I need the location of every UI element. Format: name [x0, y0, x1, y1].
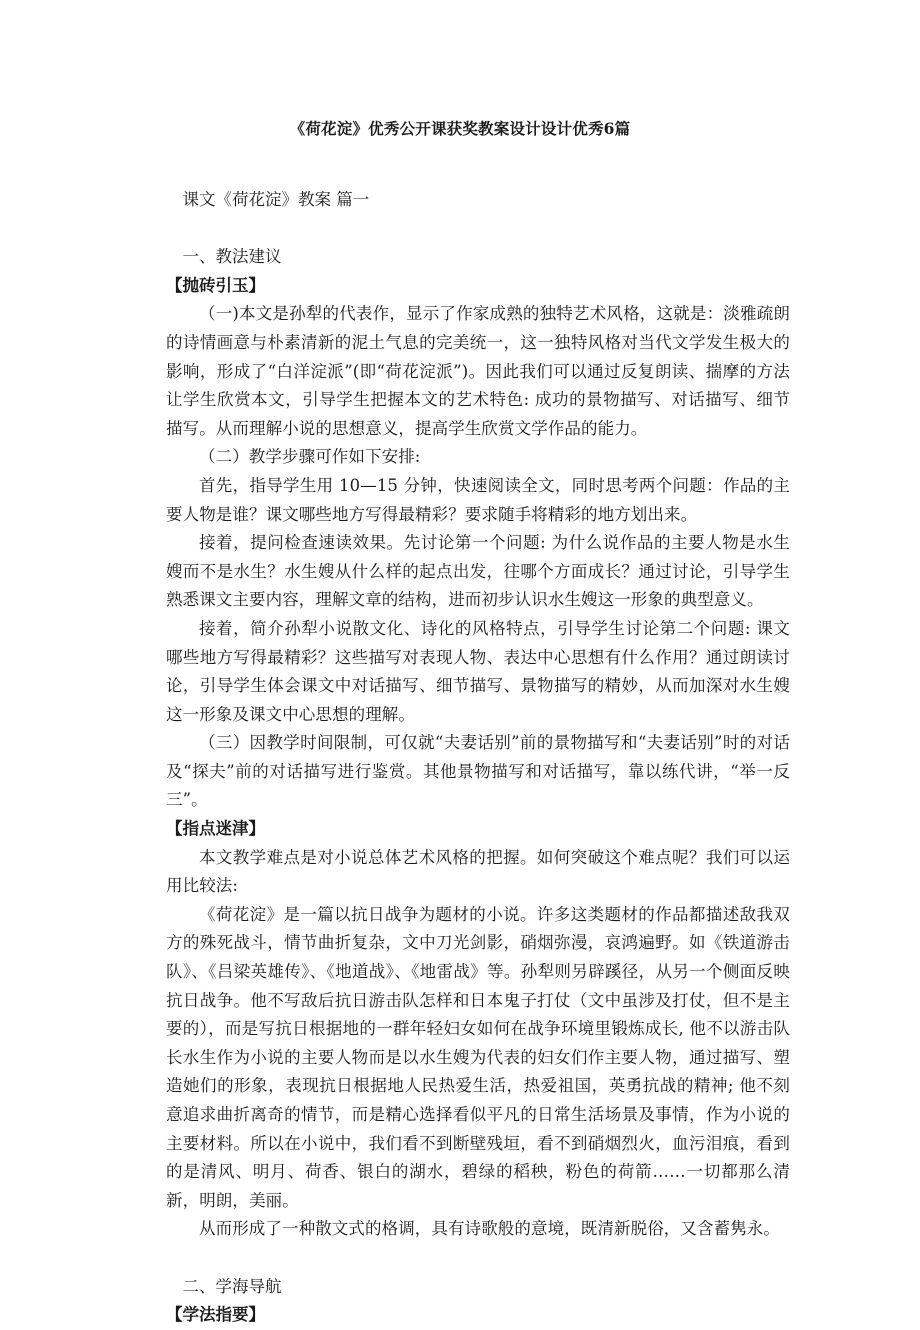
- spacer: [166, 215, 790, 244]
- spacer: [166, 1244, 790, 1273]
- bracket-heading-three: 【学法指要】: [166, 1305, 265, 1325]
- part-two-heading: 二、学海导航: [182, 1276, 282, 1296]
- paragraph-6: （三）因教学时间限制，可仅就“夫妻话别”前的景物描写和“夫妻话别”时的对话及“探夫”前的对话描写进行鉴赏。其他景物描写和对话描写，靠以练代讲，“举一反三”。: [166, 733, 790, 810]
- paragraph-9: 从而形成了一种散文式的格调，具有诗歌般的意境，既清新脱俗，又含蓄隽永。: [199, 1219, 780, 1239]
- section-heading: 课文《荷花淀》教案 篇一: [182, 190, 370, 209]
- bracket-heading-one: 【抛砖引玉】: [166, 275, 265, 295]
- paragraph-4: 接着，提问检查速读效果。先讨论第一个问题: 为什么说作品的主要人物是水生嫂而不是水生？水生嫂从什么样的起点出发，往哪个方面成长？通过讨论，引导学生熟悉课文主要内容，理解文章的结构，进而初步认识水生嫂这一形象的典型意义。: [166, 533, 790, 610]
- paragraph-7: 本文教学难点是对小说总体艺术风格的把握。如何突破这个难点呢？我们可以运用比较法:: [166, 847, 790, 896]
- page-title: 《荷花淀》优秀公开课获奖教案设计设计优秀6篇: [289, 119, 631, 138]
- paragraph-1: （一)本文是孙犁的代表作，显示了作家成熟的独特艺术风格，这就是：淡雅疏朗的诗情画意与朴素清新的泥土气息的完美统一，这一独特风格对当代文学发生极大的影响，形成了“白洋淀派”(即“荷花淀派”)。因此我们可以通过反复朗读、揣摩的方法让学生欣赏本文，引导学生把握本文的艺术特色: 成功的景物描写、对话描写、细节描写。从而理解小说的思想意义，提高学生欣赏文学作品的能力。: [166, 304, 790, 438]
- bracket-heading-two: 【指点迷津】: [166, 819, 265, 839]
- paragraph-2: （二）教学步骤可作如下安排:: [199, 447, 421, 467]
- part-one-heading: 一、教法建议: [182, 247, 282, 267]
- paragraph-8: 《荷花淀》是一篇以抗日战争为题材的小说。许多这类题材的作品都描述敌我双方的殊死战斗，情节曲折复杂，文中刀光剑影，硝烟弥漫，哀鸿遍野。如《铁道游击队》、《吕梁英雄传》、《地道战》、《地雷战》等。孙犁则另辟蹊径，从另一个侧面反映抗日战争。他不写敌后抗日游击队怎样和日本鬼子打仗（文中虽涉及打仗，但不是主要的），而是写抗日根据地的一群年轻妇女如何在战争环境里锻炼成长, 他不以游击队长水生作为小说的主要人物而是以水生嫂为代表的妇女们作主要人物，通过描写、塑造她们的形象，表现抗日根据地人民热爱生活，热爱祖国，英勇抗战的精神; 他不刻意追求曲折离奇的情节，而是精心选择看似平凡的日常生活场景及事情，作为小说的主要材料。所以在小说中，我们看不到断壁残垣，看不到硝烟烈火，血污泪痕，看到的是清风、明月、荷香、银白的湖水，碧绿的稻秧，粉色的荷箭……一切都那么清新，明朗，美丽。: [166, 904, 790, 1210]
- paragraph-5: 接着，简介孙犁小说散文化、诗化的风格特点，引导学生讨论第二个问题: 课文哪些地方写得最精彩？这些描写对表现人物、表达中心思想有什么作用？通过朗读讨论，引导学生体会课文中对话描写、细节描写、景物描写的精妙，从而加深对水生嫂这一形象及课文中心思想的理解。: [166, 618, 790, 724]
- document-body: [166, 186, 790, 1330]
- paragraph-3: 首先，指导学生用 10—15 分钟，快速阅读全文，同时思考两个问题：作品的主要人物是谁？课文哪些地方写得最精彩？要求随手将精彩的地方划出来。: [166, 475, 790, 524]
